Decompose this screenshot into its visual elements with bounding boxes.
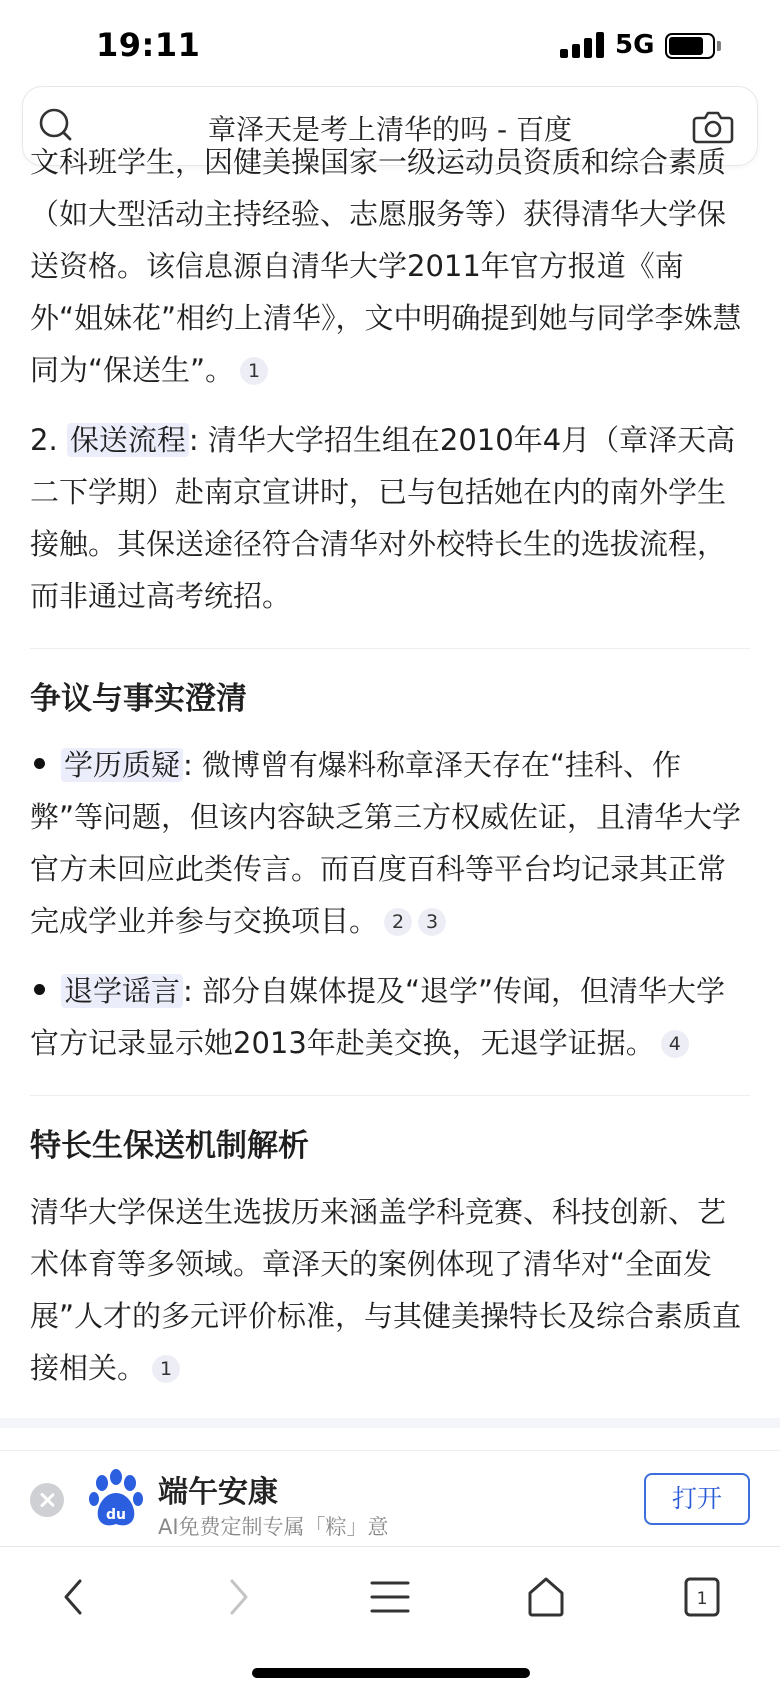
- section-divider: [30, 1095, 750, 1096]
- list-item-2: [30, 414, 750, 622]
- bullet-dot: [34, 758, 45, 769]
- section-heading: 争议与事实澄清: [30, 681, 247, 717]
- browser-toolbar: [0, 1546, 780, 1688]
- citation-badge[interactable]: 1: [152, 1355, 180, 1383]
- list-item-text: : 清华大学招生组在2010年4月（章泽天高二下学期）赴南京宣讲时，已与包括她在内的南外学生接触。其保送途径符合清华对外校特长生的选拔流程，而非通过高考统招。: [30, 423, 736, 613]
- open-app-button[interactable]: 打开: [644, 1473, 750, 1525]
- section-paragraph: [30, 1186, 750, 1394]
- battery-icon: [665, 33, 721, 59]
- intro-text: （如大型活动主持经验、志愿服务等）获得清华大学保送资格。该信息源自清华大学2011年官方报道《南外“姐妹花”相约上清华》，文中明确提到她与同学李姝慧同为“保送生”。: [30, 197, 742, 387]
- hamburger-menu-icon[interactable]: [360, 1567, 420, 1627]
- citation-badge[interactable]: 3: [418, 908, 446, 936]
- promo-banner[interactable]: [0, 1450, 780, 1546]
- intro-text-cut: 文科班学生，因健美操国家一级运动员资质和综合素质: [30, 145, 727, 179]
- status-bar: [0, 0, 780, 88]
- chevron-right-icon[interactable]: [208, 1567, 268, 1627]
- signal-bars-icon: [560, 30, 604, 58]
- intro-paragraph: [30, 136, 750, 396]
- home-indicator[interactable]: [252, 1668, 530, 1678]
- status-time: 19:11: [96, 26, 201, 64]
- baidu-paw-icon: [88, 1469, 144, 1529]
- search-query[interactable]: 章泽天是考上清华的吗 - 百度: [208, 113, 572, 146]
- citation-badge[interactable]: 4: [661, 1030, 689, 1058]
- bullet-text: : 微博曾有爆料称章泽天存在“挂科、作弊”等问题，但该内容缺乏第三方权威佐证，且清华大学官方未回应此类传言。而百度百科等平台均记录其正常完成学业并参与交换项目。: [30, 748, 742, 938]
- section-text: 清华大学保送生选拔历来涵盖学科竞赛、科技创新、艺术体育等多领域。章泽天的案例体现了清华对“全面发展”人才的多元评价标准，与其健美操特长及综合素质直接相关。: [30, 1195, 742, 1385]
- section-heading: 特长生保送机制解析: [30, 1128, 309, 1164]
- citation-badge[interactable]: 2: [384, 908, 412, 936]
- bullet-item: [30, 739, 750, 947]
- content-separator: [0, 1418, 780, 1428]
- citation-badge[interactable]: 1: [240, 357, 268, 385]
- banner-subtitle: AI免费定制专属「粽」意: [158, 1515, 389, 1539]
- close-icon[interactable]: [30, 1483, 64, 1517]
- answer-content: [30, 145, 750, 1416]
- section-divider: [30, 648, 750, 649]
- chevron-left-icon[interactable]: [44, 1567, 104, 1627]
- bullet-text: : 部分自媒体提及“退学”传闻，但清华大学官方记录显示她2013年赴美交换，无退学证据。: [30, 974, 726, 1060]
- keyword-highlight[interactable]: 退学谣言: [61, 974, 183, 1008]
- tabs-button[interactable]: [672, 1567, 732, 1627]
- list-item-number: 2.: [30, 423, 58, 457]
- bullet-item: [30, 965, 750, 1069]
- home-icon[interactable]: [516, 1567, 576, 1627]
- keyword-highlight[interactable]: 保送流程: [67, 423, 189, 457]
- baidu-logo-text: du: [106, 1507, 126, 1523]
- bullet-dot: [34, 984, 45, 995]
- banner-title: 端午安康: [158, 1475, 278, 1510]
- network-type: 5G: [615, 30, 655, 60]
- tabs-count: 1: [696, 1589, 708, 1609]
- keyword-highlight[interactable]: 学历质疑: [61, 748, 183, 782]
